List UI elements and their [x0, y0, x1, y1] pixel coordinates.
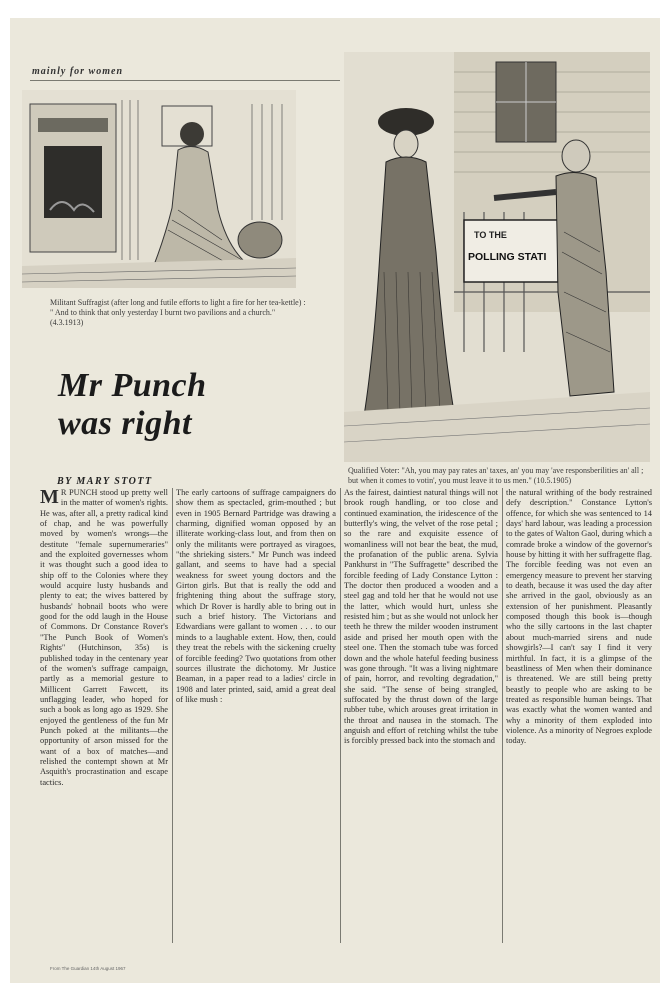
article-column-1 — [40, 488, 168, 958]
section-label: mainly for women — [32, 66, 124, 77]
section-rule — [30, 80, 340, 81]
column-rule-2 — [340, 488, 341, 943]
left-illustration-caption: Militant Suffragist (after long and futile efforts to light a fire for her tea-kettle) : " And to think that only yesterday I burnt two pavilions and a church." (4.3.1913) — [50, 298, 306, 327]
newspaper-clipping — [10, 18, 660, 983]
right-illustration-caption: Qualified Voter: "Ah, you may pay rates an' taxes, an' you may 'ave responsberilities an' all ; but when it comes to votin', you must leave it to us men." (10.5.1905) — [348, 466, 644, 485]
sign-line-2: POLLING STATI — [468, 251, 547, 263]
column-rule-1 — [172, 488, 173, 943]
drop-cap: M — [40, 488, 59, 508]
polling-station-illustration — [344, 52, 650, 462]
sign-line-1: TO THE — [474, 230, 507, 240]
article-column-2: The early cartoons of suffrage campaigners do show them as spectacled, grim-mouthed ; but even in 1905 Bernard Partridge was drawing a charming, dignified woman opposed by an illiterate working-class lout, and from then on only the militants were portrayed as viragoes, "the shrieking sisters." Mr Punch was indeed gallant, and seems to have had a special weakness for sweet young doctors and the Girton girls. But that is really the odd and frightening thing about the suffrage story, which Dr Rover is hardly able to bring out in such a brief history. The Victorians and Edwardians were gallant to women . . . to our minds to a laughable extent. How, then, could they treat the rebels with the sickening cruelty of forcible feeding? Two quotations from other sources illustrate the dichotomy. Mr Justice Beaman, in a paper read to a ladies' circle in 1908 and later printed, said, amid a great deal of like mush : — [176, 488, 336, 704]
byline: BY MARY STOTT — [57, 476, 153, 487]
column-rule-3 — [502, 488, 503, 943]
article-column-3: As the fairest, daintiest natural things will not brook rough handling, or too close and continued examination, the iridescence of the butterfly's wing, the velvet of the rose petal ; so the rare and exquisite essence of womanliness will not bear the beat, the mud, the profanation of the public arena. Sylvia Pankhurst in "The Suffragette" described the forcible feeding of Lady Constance Lytton : The doctor then produced a wooden and a steel gag and told her that he would not use the latter, which would hurt, unless she resisted him ; but as she would not unlock her teeth he threw the milder wooden instrument aside and prised her mouth open with the steel one. Then the stomach tube was forced down and the whole hateful feeding business was gone through. "It was a living nightmare of pain, horror, and revolting degradation," she said. "The sense of being strangled, suffocated by the thrust down of the large rubber tube, which arouses great irritation in the throat and nausea in the stomach. The anguish and effort of retching whilst the tube is forcibly pressed back into the stomach and — [344, 488, 498, 746]
article-column-1-text: R PUNCH stood up pretty well in the matter of women's rights. He was, after all, a pretty radical kind of chap, and he was powerfully moved by women's wrongs—the destitute "female supernumeraries" and the exploited governesses whom it was thought such a good idea to ship off to the Colonies where they would acquire lusty husbands and plenty to eat; the wives battered by husbands' hobnail boots who were good for the odd laugh in the House of Commons. Dr Constance Rover's "The Punch Book of Women's Rights" (Hutchinson, 35s) is published today in the centenary year of the women's suffrage campaign, partly as a memorial gesture to Millicent Garrett Fawcett, its unflagging leader, who hoped for such a book as long ago as 1929. She enjoyed the gentleness of the fun Mr Punch poked at the militants—the opportunity of arson missed for the want of a box of matches—and relished the contempt shown at Mr Asquith's procrastination and escape tactics. — [40, 488, 168, 787]
article-column-4: the natural writhing of the body restrained defy description." Constance Lytton's offence, for which she was sentenced to 14 days' hard labour, was leading a procession to the gates of Walton Gaol, during which a comrade broke a window of the governor's house by hitting it with her suffragette flag. The forcible feeding was not even an emergency measure to prevent her starving to death, because it was used the day after she arrived in the gaol, obviously as an extension of her punishment. Pleasantly composed though this book is—though who the silly cartoons in the last chapter about much-married sirens and nude showgirls?—I can't say I find it very mirthful. In fact, it is a glimpse of the beastliness of Men when their dominance is threatened. We are still being pretty beastly to people who are asking to be treated as responsible human beings. That was exactly what the women wanted and why a minority of them exploded into violence. As a minority of Negroes explode today. — [506, 488, 652, 746]
suffragist-fireplace-illustration — [22, 90, 296, 288]
headline-line-1: Mr Punch — [58, 367, 207, 404]
headline-line-2: was right — [58, 405, 192, 442]
footer-credit: From The Guardian 14th August 1967 — [50, 966, 126, 971]
